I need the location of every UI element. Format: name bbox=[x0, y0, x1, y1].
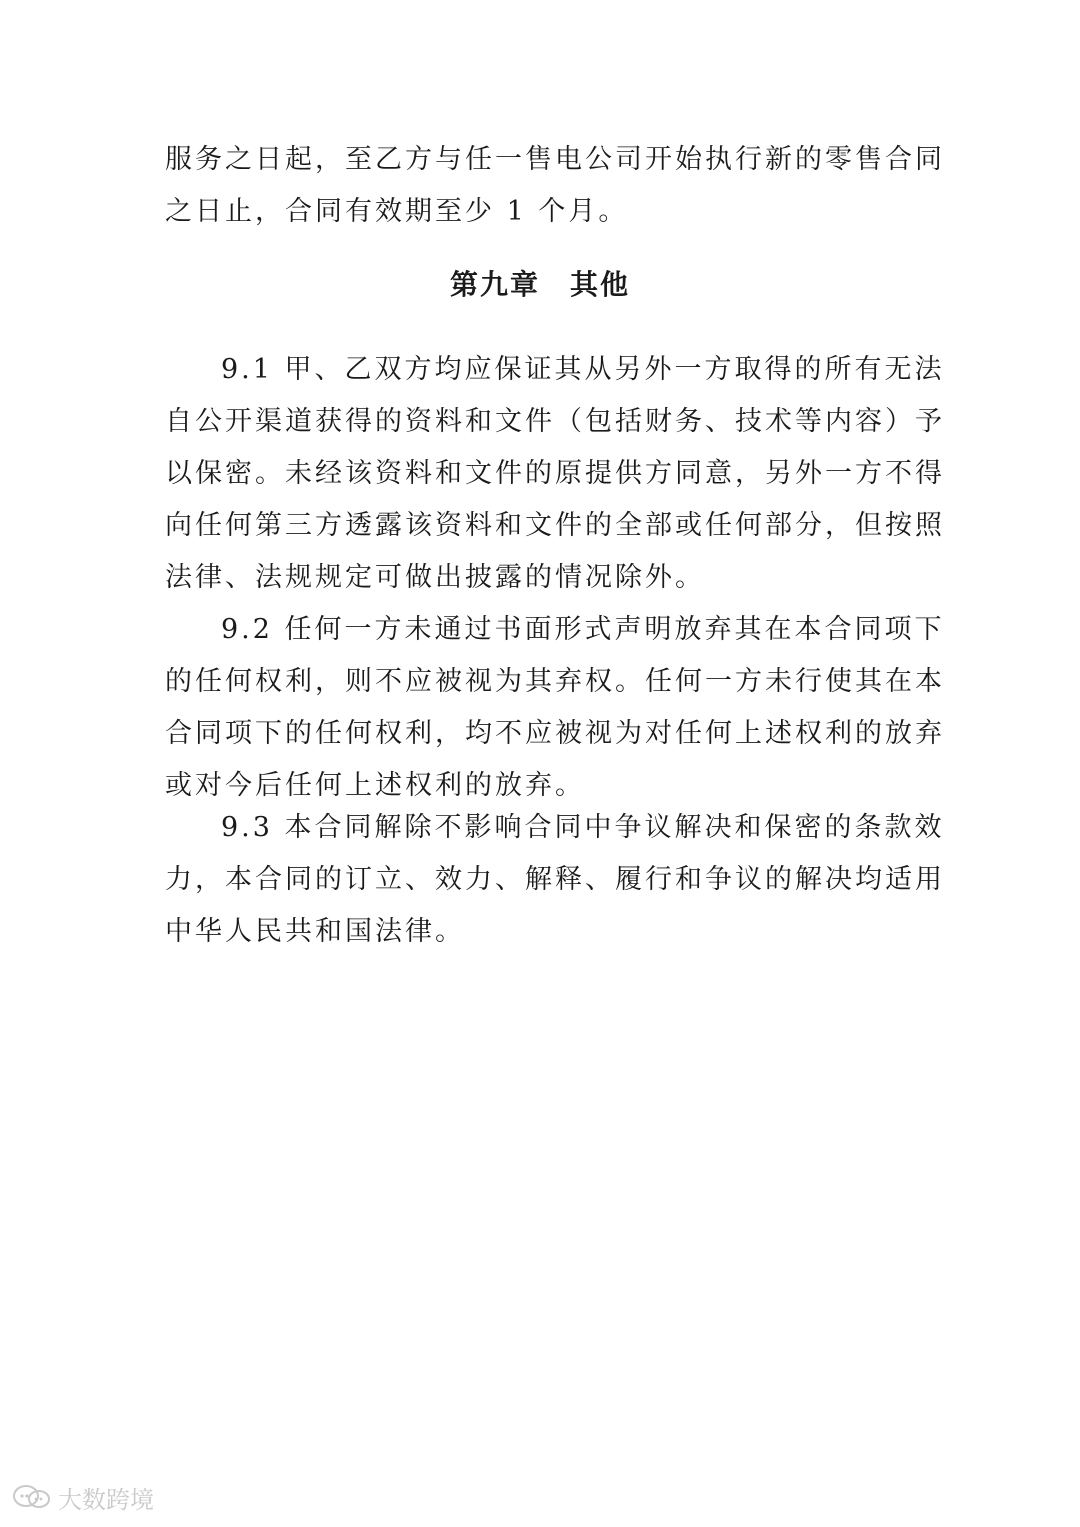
watermark bbox=[12, 1480, 154, 1515]
paragraph-line: 向任何第三方透露该资料和文件的全部或任何部分，但按照 bbox=[165, 510, 945, 541]
paragraph-line: 之日止，合同有效期至少 1 个月。 bbox=[165, 196, 629, 227]
clause-9-2 bbox=[165, 604, 945, 812]
clause-9-3 bbox=[165, 802, 945, 958]
paragraph-line: 服务之日起，至乙方与任一售电公司开始执行新的零售合同 bbox=[165, 144, 945, 175]
paragraph-line: 以保密。未经该资料和文件的原提供方同意，另外一方不得 bbox=[165, 458, 945, 489]
clause-9-1 bbox=[165, 344, 945, 604]
paragraph-line: 9.2 任何一方未通过书面形式声明放弃其在本合同项下 bbox=[221, 614, 945, 645]
paragraph-line: 自公开渠道获得的资料和文件（包括财务、技术等内容）予 bbox=[165, 406, 945, 437]
paragraph-line: 9.1 甲、乙双方均应保证其从另外一方取得的所有无法 bbox=[221, 354, 945, 385]
paragraph-line: 的任何权利，则不应被视为其弃权。任何一方未行使其在本 bbox=[165, 666, 945, 697]
paragraph-line: 或对今后任何上述权利的放弃。 bbox=[165, 770, 585, 801]
paragraph-line: 力，本合同的订立、效力、解释、履行和争议的解决均适用 bbox=[165, 864, 945, 895]
chat-bubble-logo-icon bbox=[12, 1483, 52, 1513]
paragraph-line: 中华人民共和国法律。 bbox=[165, 916, 465, 947]
paragraph-line: 合同项下的任何权利，均不应被视为对任何上述权利的放弃 bbox=[165, 718, 945, 749]
paragraph-line: 法律、法规规定可做出披露的情况除外。 bbox=[165, 562, 705, 593]
paragraph-line: 9.3 本合同解除不影响合同中争议解决和保密的条款效 bbox=[221, 812, 945, 843]
watermark-text: 大数跨境 bbox=[58, 1486, 154, 1514]
chapter-title: 第九章 其他 bbox=[449, 268, 630, 301]
continuation-paragraph bbox=[165, 134, 945, 238]
